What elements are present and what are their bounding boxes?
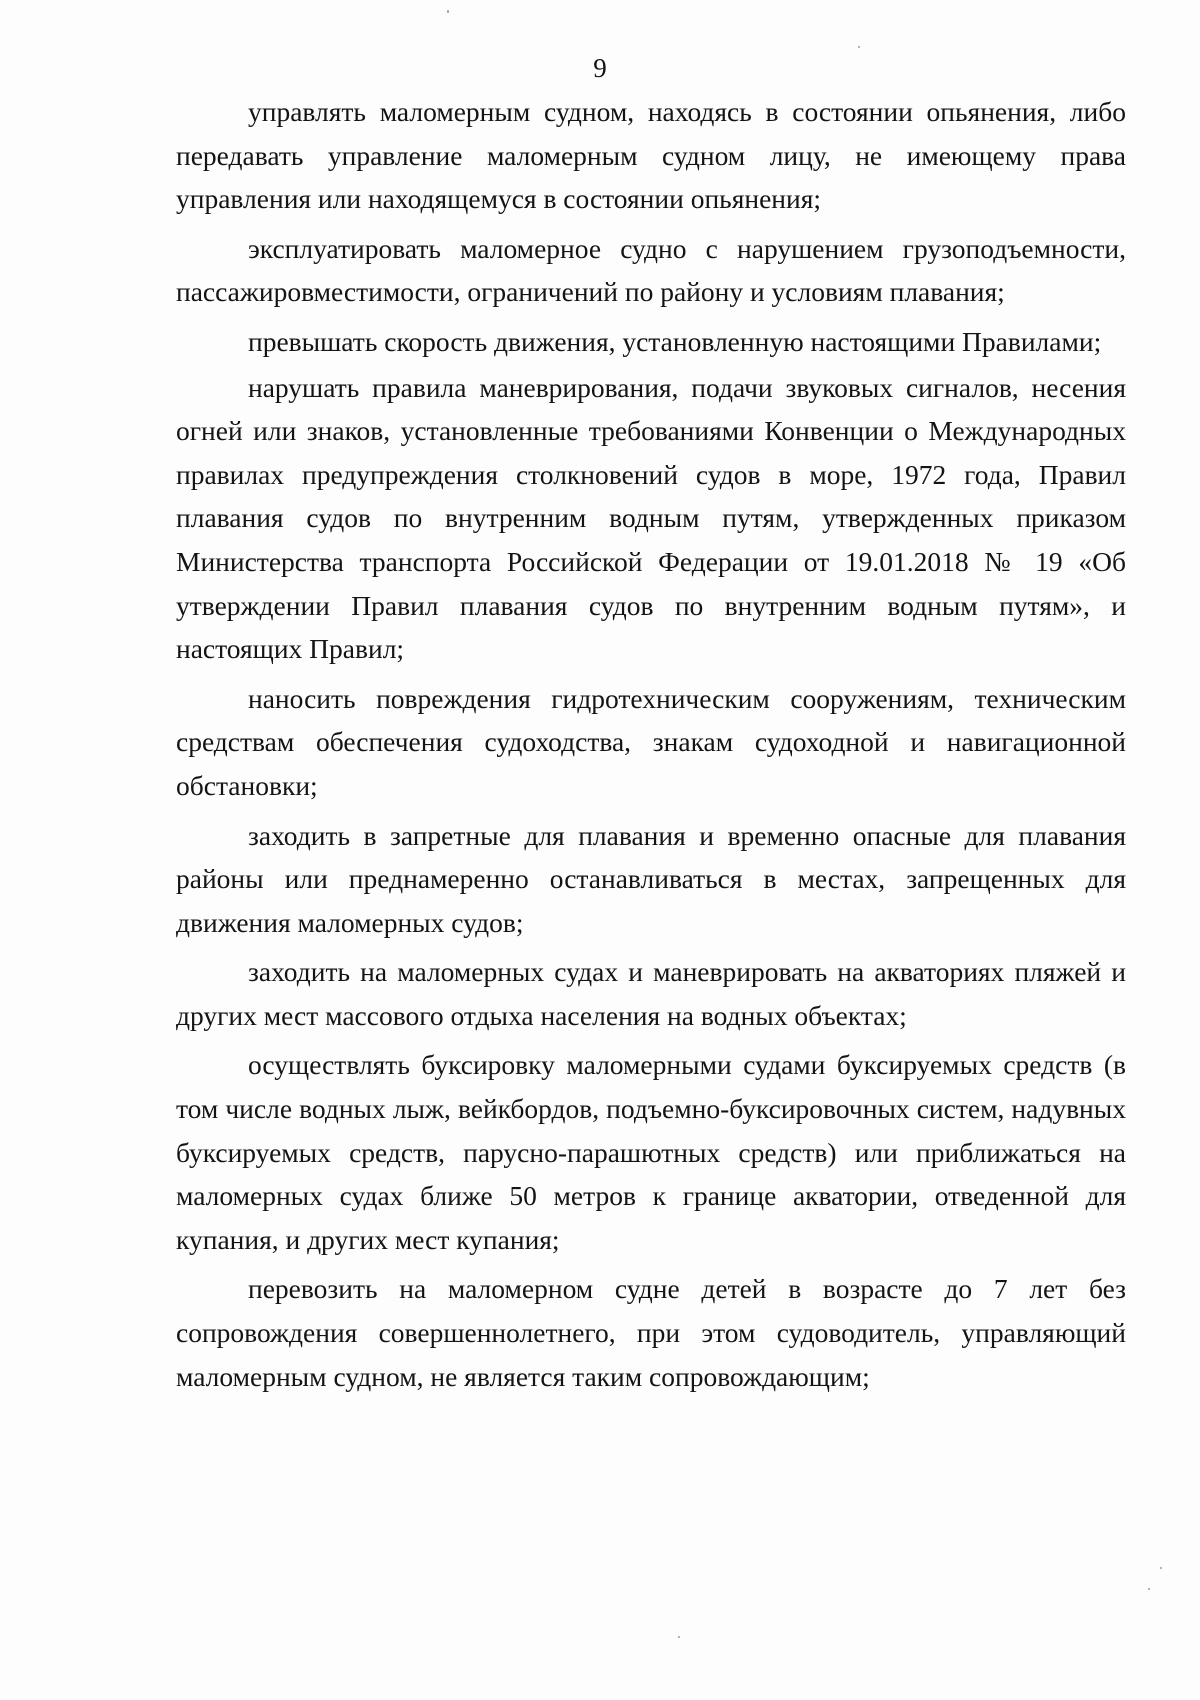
scan-speck xyxy=(447,10,449,13)
paragraph: заходить в запретные для плавания и временно опасные для плавания районы или преднамеренно останавливаться в местах, запрещенных для движения маломерных судов; xyxy=(176,819,1126,938)
paragraph: превышать скорость движения, установленную настоящими Правилами; xyxy=(248,325,1102,357)
page-number: 9 xyxy=(593,53,607,83)
scan-speck xyxy=(1160,1567,1162,1569)
document-body xyxy=(176,90,1126,1404)
paragraph: заходить на маломерных судах и маневрировать на акваториях пляжей и других мест массового отдыха населения на водных объектах; xyxy=(176,956,1126,1031)
scan-speck xyxy=(678,1636,680,1638)
paragraph: эксплуатировать маломерное судно с нарушением грузоподъемности, пассажировместимости, ограничений по району и условиям плавания; xyxy=(176,232,1126,308)
scan-speck xyxy=(858,46,860,48)
paragraph: наносить повреждения гидротехническим сооружениям, техническим средствам обеспечения судоходства, знакам судоходной и навигационной обстановки; xyxy=(176,682,1126,801)
scan-speck xyxy=(1148,1588,1150,1590)
paragraph: управлять маломерным судном, находясь в состоянии опьянения, либо передавать управление маломерным судном лицу, не имеющему права управления или находящемуся в состоянии опьянения; xyxy=(176,96,1126,215)
paragraph: нарушать правила маневрирования, подачи звуковых сигналов, несения огней или знаков, установленные требованиями Конвенции о Международных правилах предупреждения столкновений судов в море, 1972 года, Правил плавания судов по внутренним водным путям, утвержденных приказом Министерства транспорта Российской Федерации от 19.01.2018 № 19 «Об утверждении Правил плавания судов по внутренним водным путям», и настоящих Правил; xyxy=(176,371,1126,665)
paragraph: осуществлять буксировку маломерными судами буксируемых средств (в том числе водных лыж, вейкбордов, подъемно-буксировочных систем, надувных буксируемых средств, парусно-парашютных средств) или приближаться на маломерных судах ближе 50 метров к границе акватории, отведенной для купания, и других мест купания; xyxy=(176,1049,1126,1255)
paragraph: перевозить на маломерном судне детей в возрасте до 7 лет без сопровождения совершеннолетнего, при этом судоводитель, управляющий маломерным судном, не является таким сопровождающим; xyxy=(176,1273,1126,1392)
